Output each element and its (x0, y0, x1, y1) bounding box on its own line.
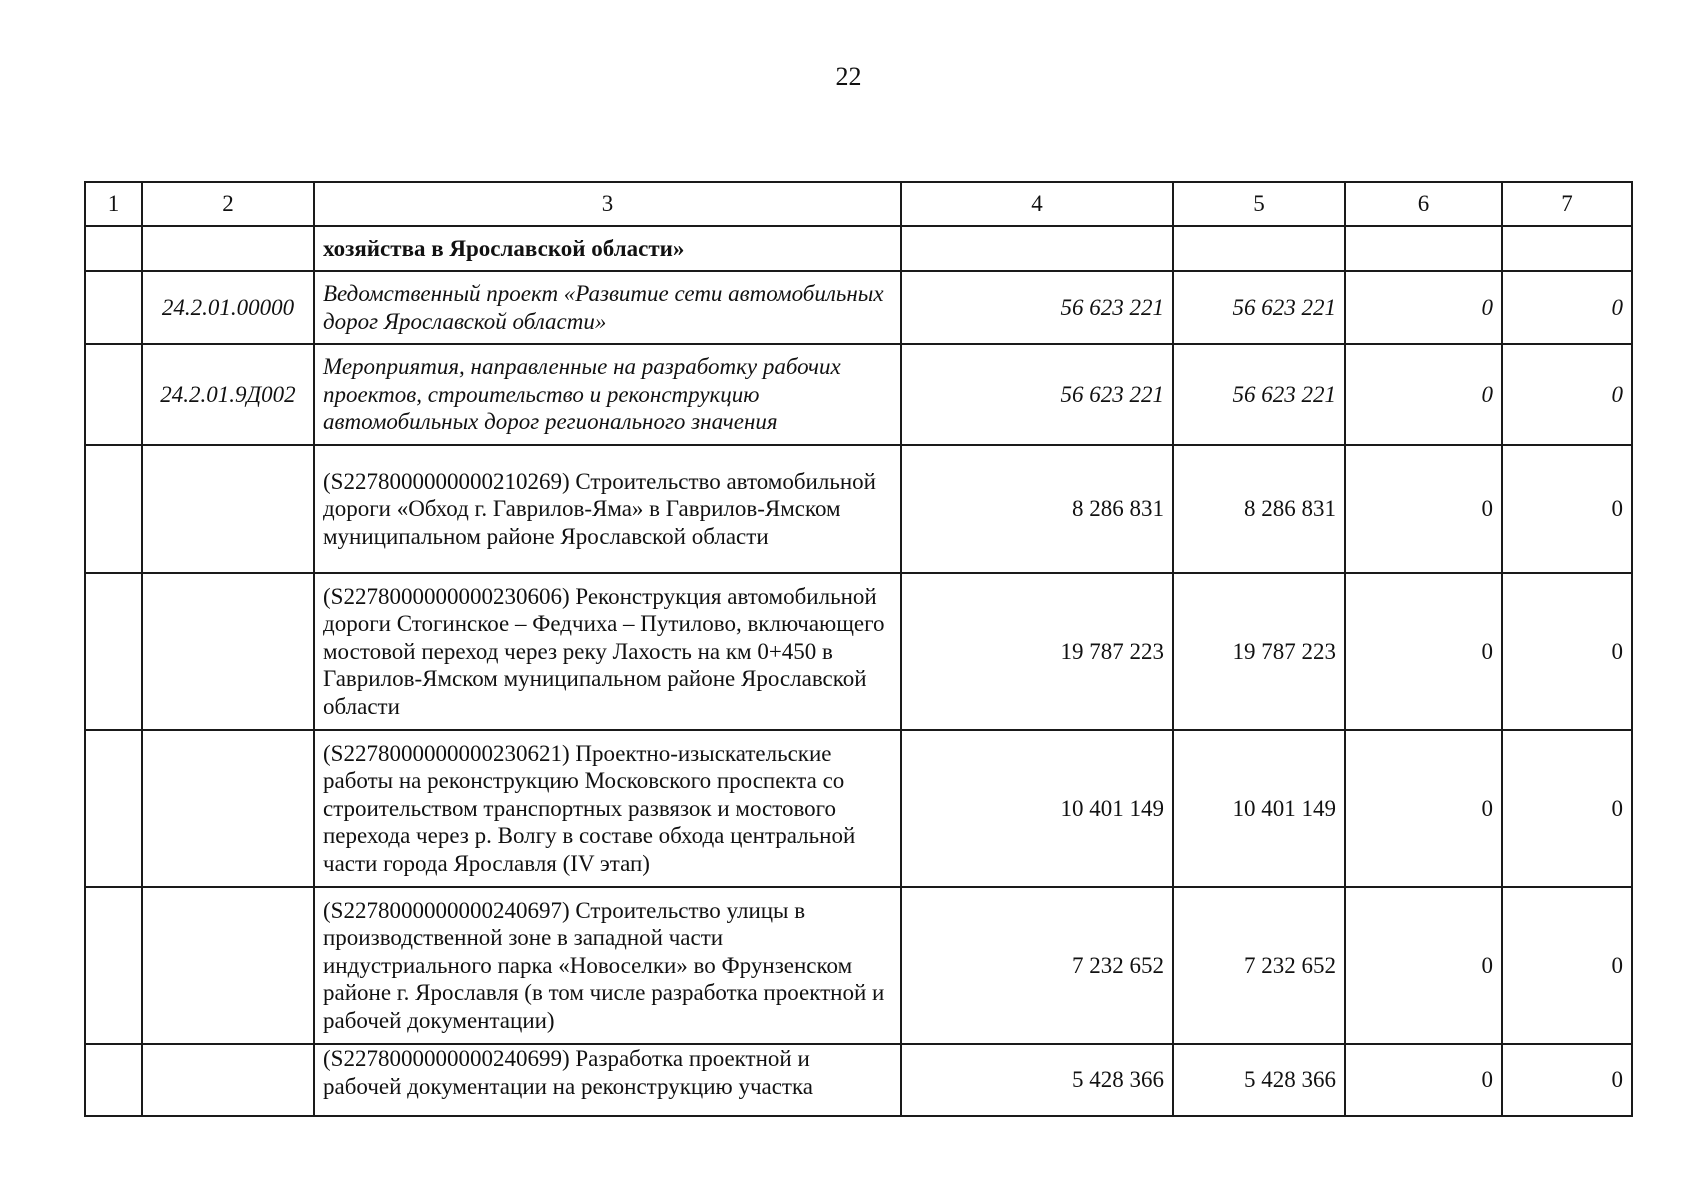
table-cell-col7: 0 (1502, 887, 1632, 1044)
table-cell-col5: 56 623 221 (1173, 344, 1345, 445)
table-cell-code (142, 887, 314, 1044)
table-cell-col1 (85, 1044, 142, 1116)
table-cell-name: (S2278000000000210269) Строительство автомобильной дороги «Обход г. Гаврилов-Яма» в Гаврилов-Ямском муниципальном районе Ярославской области (314, 445, 901, 573)
page-number: 22 (835, 62, 862, 91)
table-cell-col4: 5 428 366 (901, 1044, 1173, 1116)
table-cell-col5: 56 623 221 (1173, 271, 1345, 344)
column-header-3: 3 (314, 182, 901, 226)
table-cell-name: (S2278000000000230606) Реконструкция автомобильной дороги Стогинское – Федчиха – Путилово, включающего мостовой переход через реку Лахость на км 0+450 в Гаврилов-Ямском муниципальном районе Ярославской области (314, 573, 901, 730)
table-cell-code (142, 226, 314, 271)
table-cell-col4: 7 232 652 (901, 887, 1173, 1044)
table-cell-col4: 56 623 221 (901, 271, 1173, 344)
table-row (85, 573, 1632, 730)
table-cell-col7: 0 (1502, 271, 1632, 344)
header-row (85, 182, 1632, 226)
table-row (85, 445, 1632, 573)
table-cell-col6: 0 (1345, 573, 1502, 730)
table-cell-name: Ведомственный проект «Развитие сети автомобильных дорог Ярославской области» (314, 271, 901, 344)
table-cell-col7: 0 (1502, 730, 1632, 887)
table-cell-name: (S2278000000000230621) Проектно-изыскательские работы на реконструкцию Московского проспекта со строительством транспортных развязок и мостового перехода через р. Волгу в составе обхода центральной части города Ярославля (IV этап) (314, 730, 901, 887)
table-cell-code (142, 1044, 314, 1116)
table-cell-name: (S2278000000000240699) Разработка проектной и рабочей документации на реконструкцию участка (314, 1044, 901, 1116)
column-header-4: 4 (901, 182, 1173, 226)
table-cell-col7: 0 (1502, 573, 1632, 730)
table-cell-col1 (85, 573, 142, 730)
table-cell-col4: 56 623 221 (901, 344, 1173, 445)
table-cell-code (142, 730, 314, 887)
table-cell-col5: 8 286 831 (1173, 445, 1345, 573)
table-cell-name: (S2278000000000240697) Строительство улицы в производственной зоне в западной части индустриального парка «Новоселки» во Фрунзенском районе г. Ярославля (в том числе разработка проектной и рабочей документации) (314, 887, 901, 1044)
table-cell-col4 (901, 226, 1173, 271)
table-row (85, 730, 1632, 887)
table-cell-code (142, 573, 314, 730)
table-cell-col5: 7 232 652 (1173, 887, 1345, 1044)
table-cell-col4: 19 787 223 (901, 573, 1173, 730)
table-cell-col5: 5 428 366 (1173, 1044, 1345, 1116)
table-cell-col4: 8 286 831 (901, 445, 1173, 573)
column-header-7: 7 (1502, 182, 1632, 226)
table-cell-col5: 19 787 223 (1173, 573, 1345, 730)
table-cell-col1 (85, 226, 142, 271)
table-row (85, 271, 1632, 344)
table-row (85, 344, 1632, 445)
table-cell-col7: 0 (1502, 1044, 1632, 1116)
table-cell-col1 (85, 344, 142, 445)
table-cell-col6: 0 (1345, 730, 1502, 887)
table-cell-col6: 0 (1345, 271, 1502, 344)
table-cell-name: хозяйства в Ярославской области» (314, 226, 901, 271)
table-cell-col5: 10 401 149 (1173, 730, 1345, 887)
table-cell-col7: 0 (1502, 445, 1632, 573)
table-cell-col6: 0 (1345, 344, 1502, 445)
table-cell-code: 24.2.01.00000 (142, 271, 314, 344)
table-cell-col4: 10 401 149 (901, 730, 1173, 887)
table-cell-col7 (1502, 226, 1632, 271)
table-row (85, 1044, 1632, 1116)
table-cell-name: Мероприятия, направленные на разработку рабочих проектов, строительство и реконструкцию автомобильных дорог регионального значения (314, 344, 901, 445)
column-header-6: 6 (1345, 182, 1502, 226)
table-cell-col1 (85, 887, 142, 1044)
table-cell-col6: 0 (1345, 1044, 1502, 1116)
table-row (85, 887, 1632, 1044)
table-cell-col7: 0 (1502, 344, 1632, 445)
table-cell-col6 (1345, 226, 1502, 271)
table-cell-col1 (85, 445, 142, 573)
table-row (85, 226, 1632, 271)
table-cell-col6: 0 (1345, 445, 1502, 573)
table-cell-code: 24.2.01.9Д002 (142, 344, 314, 445)
table-cell-col1 (85, 271, 142, 344)
column-header-5: 5 (1173, 182, 1345, 226)
table-cell-code (142, 445, 314, 573)
table-cell-col6: 0 (1345, 887, 1502, 1044)
table-cell-col5 (1173, 226, 1345, 271)
column-header-1: 1 (85, 182, 142, 226)
column-header-2: 2 (142, 182, 314, 226)
budget-table (84, 181, 1633, 1117)
table-cell-col1 (85, 730, 142, 887)
